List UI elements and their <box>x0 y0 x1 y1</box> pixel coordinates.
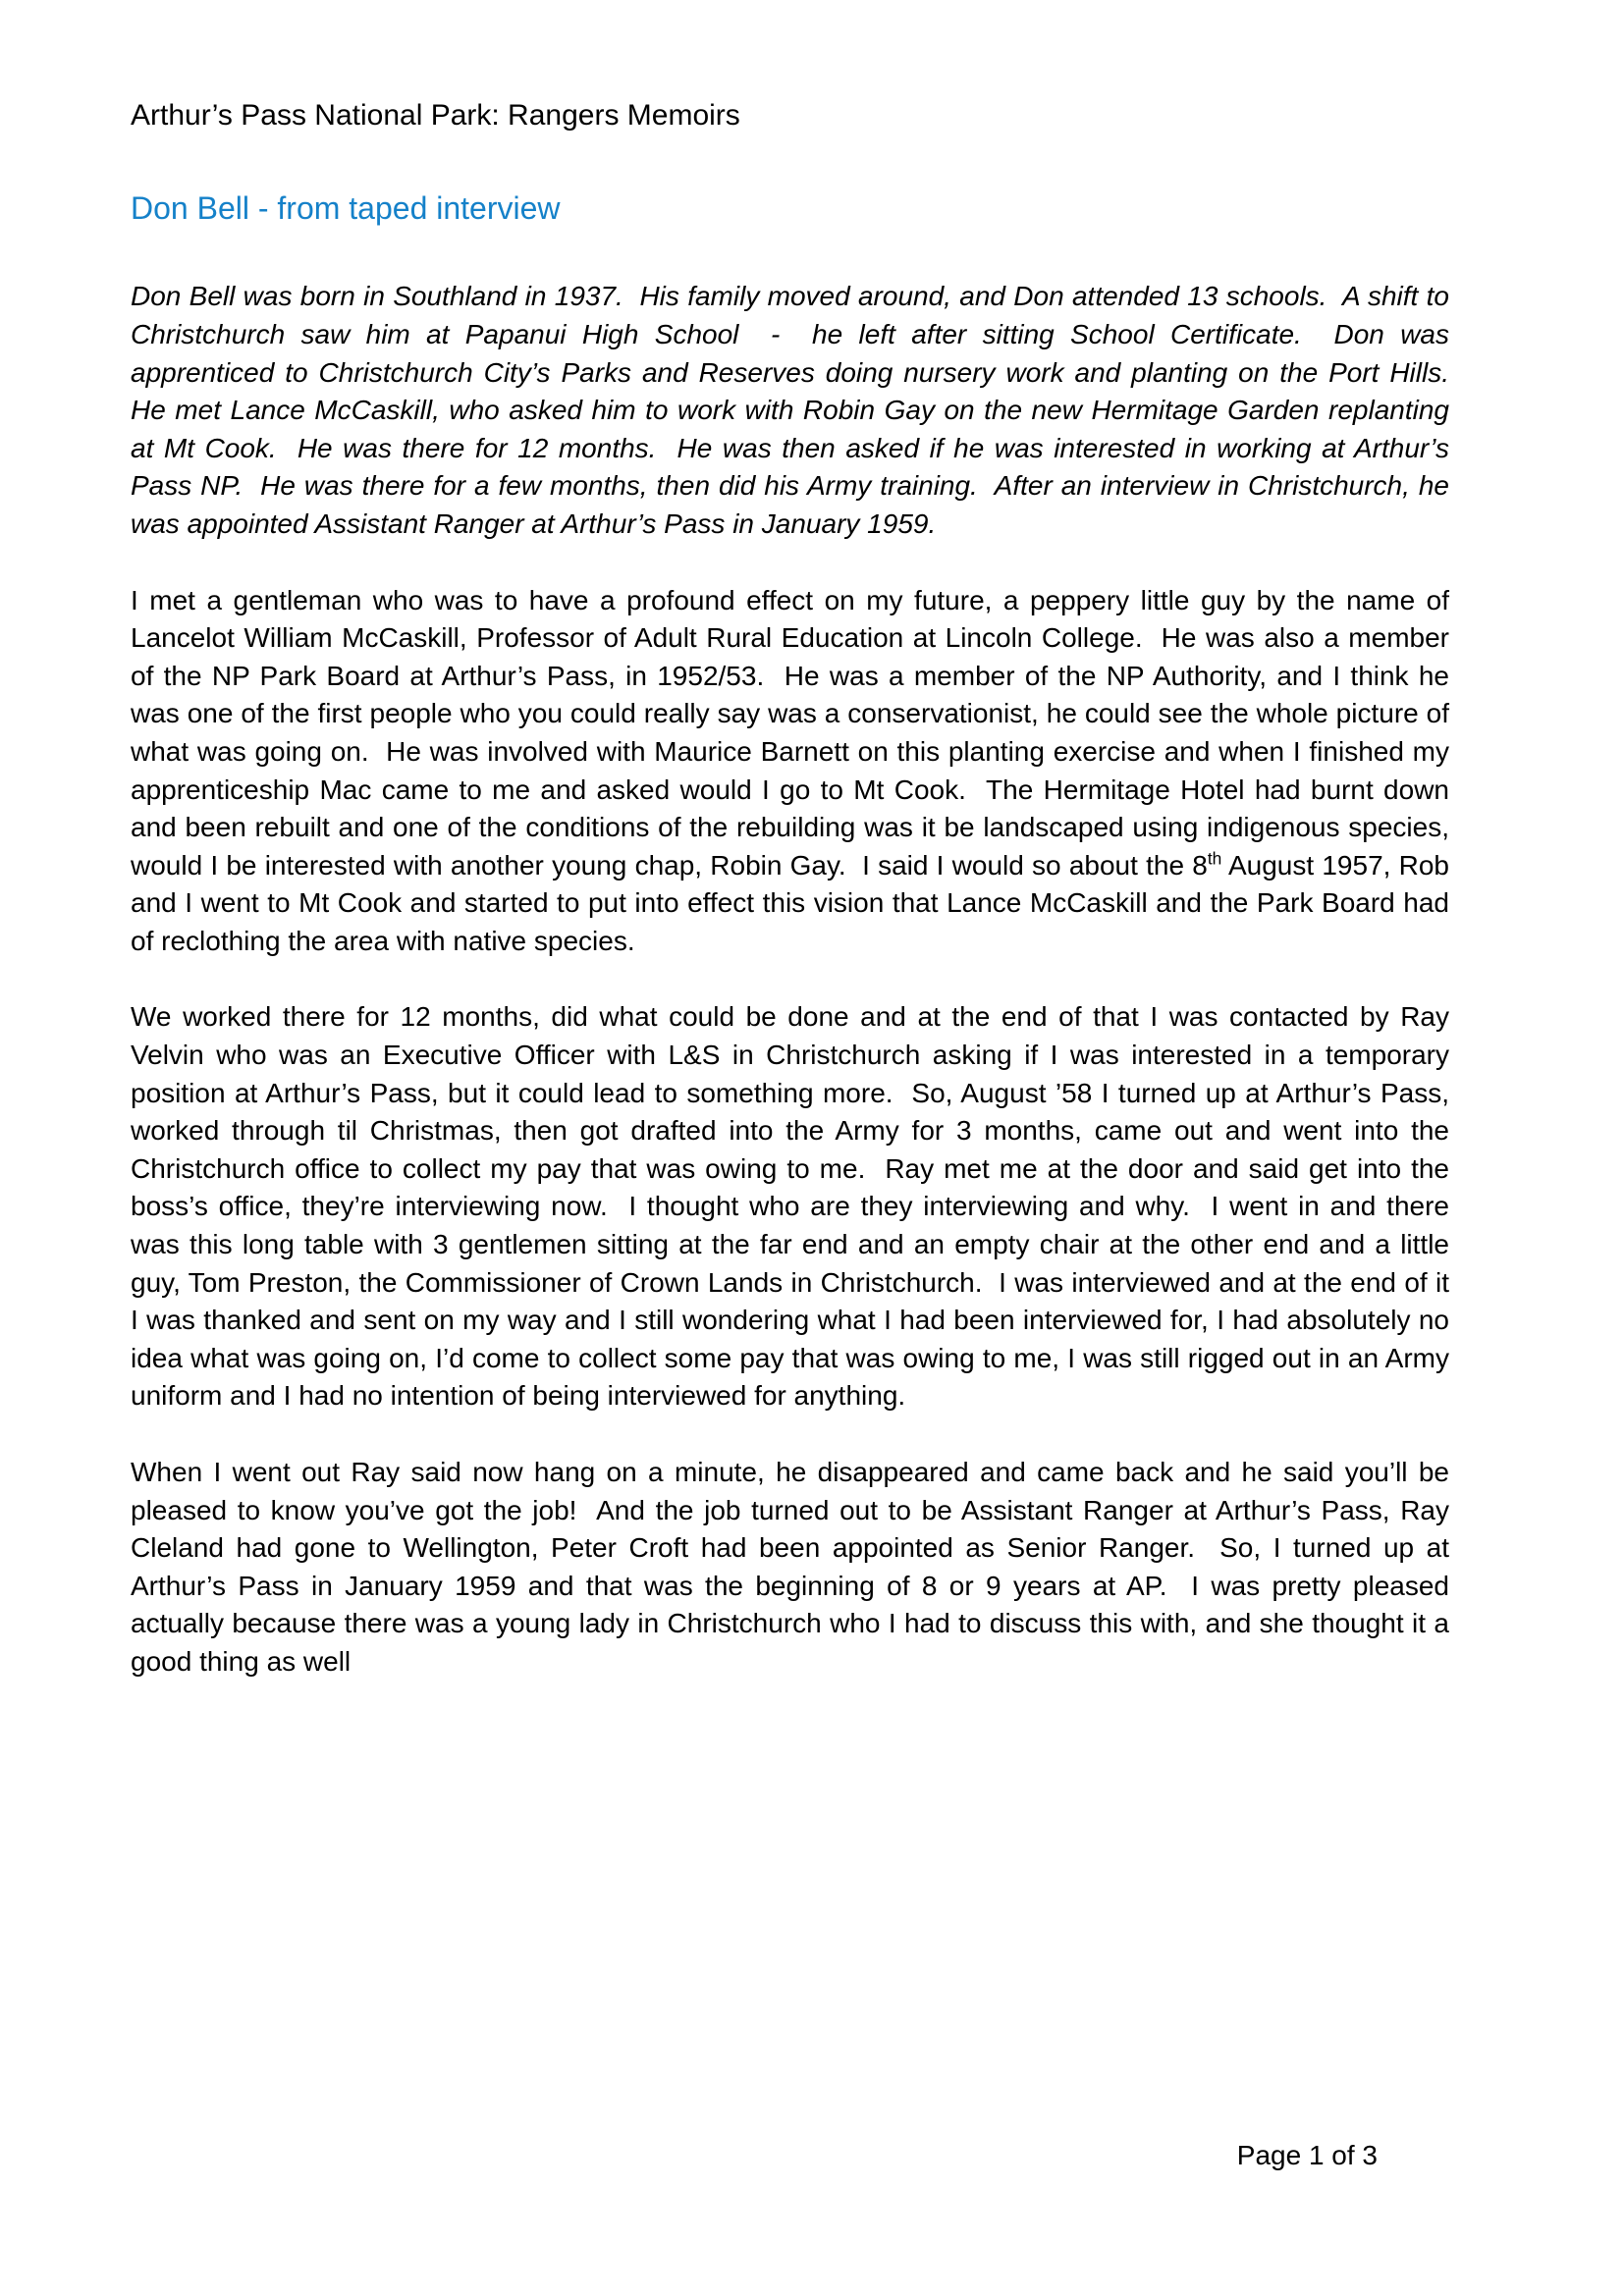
document-title: Arthur’s Pass National Park: Rangers Memoirs <box>131 99 740 132</box>
paragraph-1-text: I met a gentleman who was to have a profound effect on my future, a peppery little guy by the name of Lancelot William McCaskill, Professor of Adult Rural Education at Lincoln College. He was also a member of the NP Park Board at Arthur’s Pass, in 1952/53. He was a member of the NP Authority, and I think he was one of the first people who you could really say was a conservationist, he could see the whole picture of what was going on. He was involved with Maurice Barnett on this planting exercise and when I finished my apprenticeship Mac came to me and asked would I go to Mt Cook. The Hermitage Hotel had burnt down and been rebuilt and one of the conditions of the rebuilding was it be landscaped using indigenous species, would I be interested with another young chap, Robin Gay. I said I would so about the 8 <box>131 584 1457 881</box>
paragraph-2: We worked there for 12 months, did what could be done and at the end of that I was contacted by Ray Velvin who was an Executive Officer with L&S in Christchurch asking if I was interested in a temporary position at Arthur’s Pass, but it could lead to something more. So, August ’58 I turned up at Arthur’s Pass, worked through til Christmas, then got drafted into the Army for 3 months, came out and went into the Christchurch office to collect my pay that was owing to me. Ray met me at the door and said get into the boss’s office, they’re interviewing now. I thought who are they interviewing and why. I went in and there was this long table with 3 gentlemen sitting at the far end and an empty chair at the other end and a little guy, Tom Preston, the Commissioner of Crown Lands in Christchurch. I was interviewed and at the end of it I was thanked and sent on my way and I still wondering what I had been interviewed for, I had absolutely no idea what was going on, I’d come to collect some pay that was owing to me, I was still rigged out in an Army uniform and I had no intention of being interviewed for anything. <box>131 1001 1457 1412</box>
section-heading: Don Bell - from taped interview <box>131 190 561 226</box>
page-number: Page 1 of 3 <box>1236 2140 1378 2170</box>
paragraph-1-text-continued: August 1957, Rob and I went to Mt Cook and started to put into effect this vision that Lance McCaskill and the Park Board had of reclothing the area with native species. <box>131 849 1457 956</box>
ordinal-superscript: th <box>1207 848 1222 869</box>
paragraph-3: When I went out Ray said now hang on a minute, he disappeared and came back and he said you’ll be pleased to know you’ve got the job! And the job turned out to be Assistant Ranger at Arthur’s Pass, Ray Cleland had gone to Wellington, Peter Croft had been appointed as Senior Ranger. So, I turned up at Arthur’s Pass in January 1959 and that was the beginning of 8 or 9 years at AP. I was pretty pleased actually because there was a young lady in Christchurch who I had to discuss this with, and she thought it a good thing as well <box>131 1457 1457 1677</box>
intro-paragraph: Don Bell was born in Southland in 1937. His family moved around, and Don attended 13 schools. A shift to Christchurch saw him at Papanui High School - he left after sitting School Certificate. Don was apprenticed to Christchurch City’s Parks and Reserves doing nursery work and planting on the Port Hills. He met Lance McCaskill, who asked him to work with Robin Gay on the new Hermitage Garden replanting at Mt Cook. He was there for 12 months. He was then asked if he was interested in working at Arthur’s Pass NP. He was there for a few months, then did his Army training. After an interview in Christchurch, he was appointed Assistant Ranger at Arthur’s Pass in January 1959. <box>131 281 1465 539</box>
paragraph-1 <box>131 582 1457 961</box>
